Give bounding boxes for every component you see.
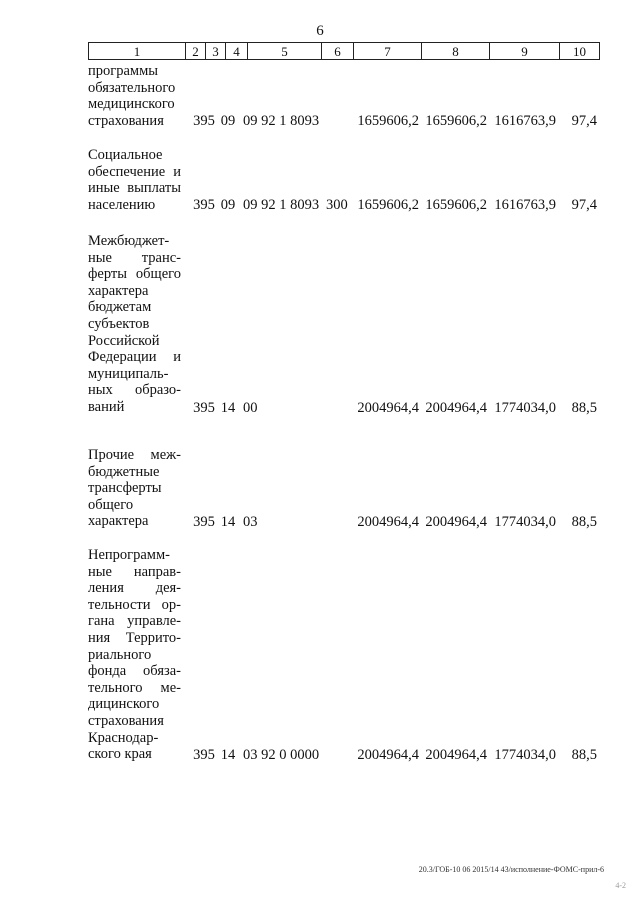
header-col-2: 2	[185, 42, 206, 60]
table-row	[88, 63, 600, 129]
row-label	[88, 447, 181, 530]
cell-col-8: 1659606,2	[425, 113, 487, 130]
header-col-5: 5	[247, 42, 322, 60]
cell-col-5: 00	[243, 399, 258, 416]
label-line: ского края	[88, 746, 152, 763]
label-line: гана управле-	[88, 613, 181, 630]
header-col-10: 10	[559, 42, 600, 60]
label-line: ния Террито-	[88, 629, 181, 646]
header-col-1: 1	[88, 42, 186, 60]
label-line: бюджетные	[88, 463, 160, 480]
cell-col-7: 1659606,2	[357, 113, 419, 130]
cell-col-3: 14	[220, 399, 236, 416]
header-col-6: 6	[321, 42, 354, 60]
label-line: муниципаль-	[88, 365, 169, 382]
label-line: тельности ор-	[88, 596, 181, 613]
cell-col-5: 09 92 1 8093	[243, 197, 320, 214]
cell-col-10: 88,5	[571, 513, 597, 530]
label-line: страхования	[88, 712, 164, 729]
label-line: иные выплаты	[88, 180, 181, 197]
cell-col-3: 14	[220, 513, 236, 530]
row-label	[88, 63, 181, 129]
cell-col-8: 2004964,4	[425, 399, 487, 416]
table-row	[88, 547, 600, 763]
label-line: ные направ-	[88, 563, 181, 580]
label-line: программы	[88, 63, 158, 79]
header-col-3: 3	[205, 42, 226, 60]
label-line: ферты общего	[88, 266, 181, 283]
cell-col-3: 09	[220, 113, 236, 130]
cell-col-5: 09 92 1 8093	[243, 113, 320, 130]
cell-col-3: 14	[220, 746, 236, 763]
label-line: характера	[88, 513, 149, 530]
label-line: дицинского	[88, 696, 160, 713]
table-row	[88, 147, 600, 213]
header-col-9: 9	[489, 42, 560, 60]
row-label	[88, 147, 181, 213]
cell-col-9: 1616763,9	[494, 197, 556, 214]
label-line: характера	[88, 282, 149, 299]
label-line: Прочие меж-	[88, 447, 181, 463]
label-line: Непрограмм-	[88, 547, 170, 563]
table-header	[88, 42, 600, 60]
cell-col-10: 88,5	[571, 399, 597, 416]
cell-col-2: 395	[193, 197, 215, 214]
cell-col-5: 03 92 0 0000	[243, 746, 320, 763]
header-col-4: 4	[225, 42, 248, 60]
label-line: обязательного	[88, 79, 176, 96]
label-line: бюджетам	[88, 299, 152, 316]
cell-col-6: 300	[326, 197, 348, 214]
label-line: ные транс-	[88, 249, 181, 266]
cell-col-10: 97,4	[571, 197, 597, 214]
header-col-7: 7	[353, 42, 422, 60]
cell-col-9: 1774034,0	[494, 399, 556, 416]
footer-path: 20.3/ГОБ-10 06 2015/14 43/исполнение-ФОМС-прил-6	[418, 865, 604, 874]
row-label	[88, 233, 181, 416]
cell-col-8: 2004964,4	[425, 513, 487, 530]
label-line: ваний	[88, 398, 125, 415]
cell-col-8: 1659606,2	[425, 197, 487, 214]
table-row	[88, 233, 600, 416]
label-line: риального	[88, 646, 152, 663]
cell-col-2: 395	[193, 746, 215, 763]
table-row	[88, 447, 600, 530]
cell-col-9: 1774034,0	[494, 746, 556, 763]
label-line: тельного ме-	[88, 679, 181, 696]
cell-col-10: 88,5	[571, 746, 597, 763]
label-line: обеспечение и	[88, 163, 181, 180]
label-line: медицинского	[88, 96, 175, 113]
row-label	[88, 547, 181, 763]
label-line: ления дея-	[88, 580, 181, 597]
cell-col-5: 03	[243, 513, 258, 530]
label-line: ных образо-	[88, 382, 181, 399]
cell-col-10: 97,4	[571, 113, 597, 130]
label-line: Межбюджет-	[88, 233, 170, 249]
page-number: 6	[316, 23, 324, 39]
header-col-8: 8	[421, 42, 490, 60]
cell-col-2: 395	[193, 399, 215, 416]
cell-col-9: 1616763,9	[494, 113, 556, 130]
label-line: Краснодар-	[88, 729, 159, 746]
cell-col-8: 2004964,4	[425, 746, 487, 763]
label-line: трансферты	[88, 480, 162, 497]
label-line: страхования	[88, 112, 164, 129]
label-line: населению	[88, 196, 156, 213]
cell-col-7: 1659606,2	[357, 197, 419, 214]
cell-col-3: 09	[220, 197, 236, 214]
cell-col-2: 395	[193, 113, 215, 130]
label-line: фонда обяза-	[88, 663, 181, 680]
label-line: Социальное	[88, 147, 163, 163]
cell-col-7: 2004964,4	[357, 399, 419, 416]
label-line: общего	[88, 496, 134, 513]
label-line: Федерации и	[88, 349, 181, 366]
cell-col-7: 2004964,4	[357, 513, 419, 530]
label-line: субъектов	[88, 315, 150, 332]
cell-col-7: 2004964,4	[357, 746, 419, 763]
corner-mark: 4-2	[615, 881, 626, 890]
label-line: Российской	[88, 332, 160, 349]
cell-col-9: 1774034,0	[494, 513, 556, 530]
cell-col-2: 395	[193, 513, 215, 530]
